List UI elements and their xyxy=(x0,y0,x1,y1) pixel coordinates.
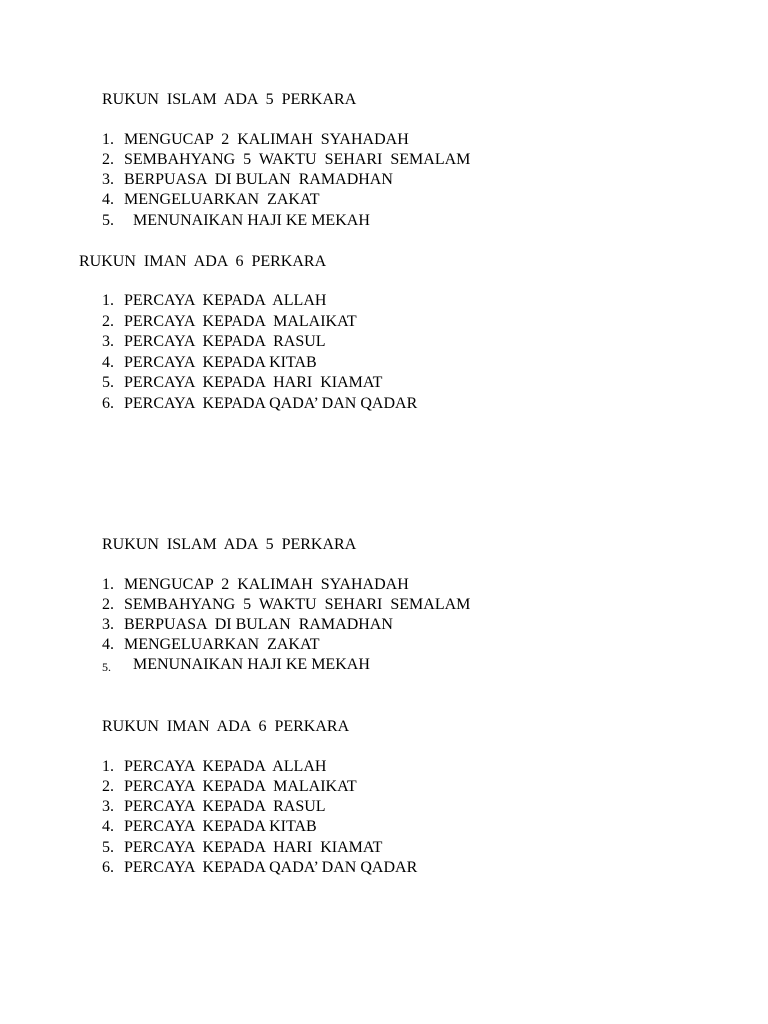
list-item-text: BERPUASA DI BULAN RAMADHAN xyxy=(124,171,393,188)
list-item-text: PERCAYA KEPADA ALLAH xyxy=(124,758,327,775)
list-item-number: 5. xyxy=(102,839,114,856)
list-item xyxy=(102,291,602,311)
list-item-number: 5. xyxy=(102,660,111,674)
list-item xyxy=(102,575,602,595)
list-item xyxy=(102,150,602,170)
list-item xyxy=(102,353,602,373)
list-item-text: PERCAYA KEPADA KITAB xyxy=(124,818,317,835)
list-item-text: PERCAYA KEPADA RASUL xyxy=(124,333,326,350)
list-item xyxy=(102,858,602,878)
heading-rukun-iman-2: RUKUN IMAN ADA 6 PERKARA xyxy=(102,718,350,735)
list-item-text: MENUNAIKAN HAJI KE MEKAH xyxy=(133,212,370,229)
list-item-text: PERCAYA KEPADA MALAIKAT xyxy=(124,313,357,330)
list-item xyxy=(102,130,602,150)
list-item-number: 3. xyxy=(102,798,114,815)
list-item-number: 1. xyxy=(102,131,114,148)
heading-rukun-iman-1: RUKUN IMAN ADA 6 PERKARA xyxy=(79,253,327,270)
list-item-text: MENGUCAP 2 KALIMAH SYAHADAH xyxy=(124,576,409,593)
list-item xyxy=(102,817,602,837)
list-item-text: SEMBAHYANG 5 WAKTU SEHARI SEMALAM xyxy=(124,596,471,613)
list-item-number: 3. xyxy=(102,616,114,633)
list-item-number: 2. xyxy=(102,596,114,613)
list-item-number: 4. xyxy=(102,354,114,371)
list-item-number: 6. xyxy=(102,859,114,876)
list-item-text: PERCAYA KEPADA QADA’ DAN QADAR xyxy=(124,395,418,412)
list-item-text: MENGUCAP 2 KALIMAH SYAHADAH xyxy=(124,131,409,148)
list-item-number: 4. xyxy=(102,818,114,835)
list-item-number: 1. xyxy=(102,576,114,593)
heading-rukun-islam-1: RUKUN ISLAM ADA 5 PERKARA xyxy=(102,91,357,108)
list-item-number: 5. xyxy=(102,212,114,229)
list-item-number: 2. xyxy=(102,151,114,168)
list-item-text: PERCAYA KEPADA QADA’ DAN QADAR xyxy=(124,859,418,876)
list-item-number: 1. xyxy=(102,292,114,309)
list-item-text: MENGELUARKAN ZAKAT xyxy=(124,191,320,208)
list-item-number: 2. xyxy=(102,778,114,795)
list-item xyxy=(102,777,602,797)
list-item xyxy=(102,373,602,393)
list-item xyxy=(102,655,602,675)
list-item-text: BERPUASA DI BULAN RAMADHAN xyxy=(124,616,393,633)
list-item xyxy=(102,211,602,231)
list-item xyxy=(102,595,602,615)
list-item xyxy=(102,394,602,414)
list-item-text: SEMBAHYANG 5 WAKTU SEHARI SEMALAM xyxy=(124,151,471,168)
list-item-number: 6. xyxy=(102,395,114,412)
list-item-number: 4. xyxy=(102,191,114,208)
list-item xyxy=(102,190,602,210)
list-item xyxy=(102,757,602,777)
list-item xyxy=(102,332,602,352)
list-item-number: 3. xyxy=(102,333,114,350)
list-item-text: PERCAYA KEPADA KITAB xyxy=(124,354,317,371)
list-item xyxy=(102,635,602,655)
list-item-text: MENUNAIKAN HAJI KE MEKAH xyxy=(133,656,370,673)
list-item-text: MENGELUARKAN ZAKAT xyxy=(124,636,320,653)
list-item-text: PERCAYA KEPADA HARI KIAMAT xyxy=(124,374,383,391)
list-item xyxy=(102,170,602,190)
list-item-number: 4. xyxy=(102,636,114,653)
list-item-text: PERCAYA KEPADA MALAIKAT xyxy=(124,778,357,795)
heading-rukun-islam-2: RUKUN ISLAM ADA 5 PERKARA xyxy=(102,536,357,553)
list-item-number: 3. xyxy=(102,171,114,188)
list-item-number: 1. xyxy=(102,758,114,775)
list-item-number: 2. xyxy=(102,313,114,330)
list-item xyxy=(102,797,602,817)
list-item-number: 5. xyxy=(102,374,114,391)
list-item-text: PERCAYA KEPADA HARI KIAMAT xyxy=(124,839,383,856)
list-item xyxy=(102,615,602,635)
list-item xyxy=(102,312,602,332)
list-item xyxy=(102,838,602,858)
list-item-text: PERCAYA KEPADA ALLAH xyxy=(124,292,327,309)
list-item-text: PERCAYA KEPADA RASUL xyxy=(124,798,326,815)
